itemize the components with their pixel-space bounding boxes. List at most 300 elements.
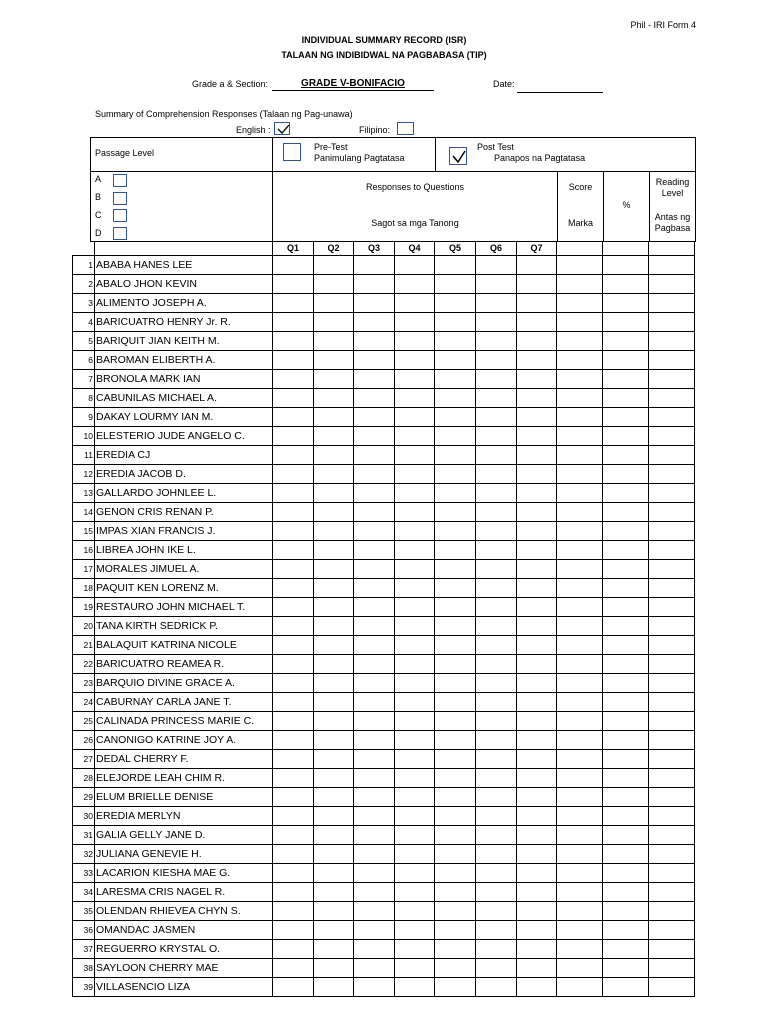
answer-cell-q6[interactable] (476, 902, 517, 921)
answer-cell-q7[interactable] (517, 256, 557, 275)
score-cell[interactable] (557, 655, 603, 674)
reading-level-cell[interactable] (649, 769, 695, 788)
score-cell[interactable] (557, 693, 603, 712)
answer-cell-q1[interactable] (273, 769, 314, 788)
answer-cell-q1[interactable] (273, 503, 314, 522)
answer-cell-q7[interactable] (517, 655, 557, 674)
reading-level-cell[interactable] (649, 902, 695, 921)
answer-cell-q6[interactable] (476, 864, 517, 883)
answer-cell-q4[interactable] (395, 883, 435, 902)
level-d-checkbox[interactable] (113, 227, 127, 240)
answer-cell-q7[interactable] (517, 408, 557, 427)
answer-cell-q1[interactable] (273, 750, 314, 769)
score-cell[interactable] (557, 408, 603, 427)
answer-cell-q3[interactable] (354, 769, 395, 788)
percent-cell[interactable] (603, 693, 649, 712)
answer-cell-q2[interactable] (314, 902, 354, 921)
pre-test-checkbox[interactable] (283, 143, 301, 161)
reading-level-cell[interactable] (649, 541, 695, 560)
answer-cell-q6[interactable] (476, 522, 517, 541)
answer-cell-q3[interactable] (354, 313, 395, 332)
percent-cell[interactable] (603, 940, 649, 959)
score-cell[interactable] (557, 465, 603, 484)
percent-cell[interactable] (603, 579, 649, 598)
percent-cell[interactable] (603, 845, 649, 864)
percent-cell[interactable] (603, 636, 649, 655)
percent-cell[interactable] (603, 332, 649, 351)
answer-cell-q2[interactable] (314, 332, 354, 351)
answer-cell-q5[interactable] (435, 446, 476, 465)
percent-cell[interactable] (603, 427, 649, 446)
answer-cell-q2[interactable] (314, 408, 354, 427)
answer-cell-q2[interactable] (314, 788, 354, 807)
answer-cell-q2[interactable] (314, 275, 354, 294)
answer-cell-q5[interactable] (435, 351, 476, 370)
answer-cell-q4[interactable] (395, 465, 435, 484)
answer-cell-q1[interactable] (273, 484, 314, 503)
answer-cell-q4[interactable] (395, 503, 435, 522)
percent-cell[interactable] (603, 370, 649, 389)
answer-cell-q3[interactable] (354, 617, 395, 636)
answer-cell-q3[interactable] (354, 427, 395, 446)
score-cell[interactable] (557, 883, 603, 902)
answer-cell-q1[interactable] (273, 845, 314, 864)
answer-cell-q3[interactable] (354, 636, 395, 655)
answer-cell-q7[interactable] (517, 788, 557, 807)
answer-cell-q6[interactable] (476, 427, 517, 446)
answer-cell-q6[interactable] (476, 978, 517, 997)
answer-cell-q5[interactable] (435, 750, 476, 769)
answer-cell-q5[interactable] (435, 864, 476, 883)
answer-cell-q6[interactable] (476, 655, 517, 674)
answer-cell-q3[interactable] (354, 389, 395, 408)
answer-cell-q5[interactable] (435, 807, 476, 826)
percent-cell[interactable] (603, 294, 649, 313)
answer-cell-q3[interactable] (354, 275, 395, 294)
answer-cell-q1[interactable] (273, 465, 314, 484)
reading-level-cell[interactable] (649, 921, 695, 940)
reading-level-cell[interactable] (649, 446, 695, 465)
percent-cell[interactable] (603, 902, 649, 921)
answer-cell-q4[interactable] (395, 674, 435, 693)
answer-cell-q1[interactable] (273, 522, 314, 541)
answer-cell-q3[interactable] (354, 731, 395, 750)
score-cell[interactable] (557, 370, 603, 389)
answer-cell-q6[interactable] (476, 465, 517, 484)
answer-cell-q7[interactable] (517, 978, 557, 997)
percent-cell[interactable] (603, 560, 649, 579)
answer-cell-q5[interactable] (435, 560, 476, 579)
answer-cell-q7[interactable] (517, 465, 557, 484)
answer-cell-q2[interactable] (314, 370, 354, 389)
answer-cell-q1[interactable] (273, 693, 314, 712)
answer-cell-q7[interactable] (517, 446, 557, 465)
answer-cell-q1[interactable] (273, 712, 314, 731)
reading-level-cell[interactable] (649, 883, 695, 902)
percent-cell[interactable] (603, 503, 649, 522)
reading-level-cell[interactable] (649, 655, 695, 674)
percent-cell[interactable] (603, 864, 649, 883)
answer-cell-q1[interactable] (273, 731, 314, 750)
answer-cell-q4[interactable] (395, 332, 435, 351)
answer-cell-q7[interactable] (517, 902, 557, 921)
answer-cell-q5[interactable] (435, 294, 476, 313)
reading-level-cell[interactable] (649, 313, 695, 332)
answer-cell-q2[interactable] (314, 465, 354, 484)
answer-cell-q1[interactable] (273, 636, 314, 655)
answer-cell-q1[interactable] (273, 332, 314, 351)
answer-cell-q2[interactable] (314, 256, 354, 275)
answer-cell-q6[interactable] (476, 845, 517, 864)
answer-cell-q6[interactable] (476, 769, 517, 788)
answer-cell-q6[interactable] (476, 541, 517, 560)
answer-cell-q1[interactable] (273, 826, 314, 845)
answer-cell-q5[interactable] (435, 541, 476, 560)
answer-cell-q6[interactable] (476, 788, 517, 807)
answer-cell-q7[interactable] (517, 883, 557, 902)
answer-cell-q5[interactable] (435, 617, 476, 636)
answer-cell-q1[interactable] (273, 978, 314, 997)
percent-cell[interactable] (603, 484, 649, 503)
percent-cell[interactable] (603, 351, 649, 370)
reading-level-cell[interactable] (649, 408, 695, 427)
answer-cell-q6[interactable] (476, 408, 517, 427)
answer-cell-q3[interactable] (354, 579, 395, 598)
answer-cell-q6[interactable] (476, 674, 517, 693)
reading-level-cell[interactable] (649, 712, 695, 731)
answer-cell-q3[interactable] (354, 883, 395, 902)
answer-cell-q2[interactable] (314, 693, 354, 712)
answer-cell-q2[interactable] (314, 427, 354, 446)
answer-cell-q5[interactable] (435, 731, 476, 750)
answer-cell-q2[interactable] (314, 598, 354, 617)
answer-cell-q1[interactable] (273, 940, 314, 959)
score-cell[interactable] (557, 389, 603, 408)
answer-cell-q3[interactable] (354, 370, 395, 389)
answer-cell-q5[interactable] (435, 826, 476, 845)
answer-cell-q4[interactable] (395, 370, 435, 389)
answer-cell-q3[interactable] (354, 807, 395, 826)
answer-cell-q5[interactable] (435, 484, 476, 503)
answer-cell-q5[interactable] (435, 693, 476, 712)
score-cell[interactable] (557, 560, 603, 579)
english-checkbox[interactable] (274, 122, 290, 135)
answer-cell-q7[interactable] (517, 598, 557, 617)
score-cell[interactable] (557, 256, 603, 275)
score-cell[interactable] (557, 617, 603, 636)
answer-cell-q5[interactable] (435, 788, 476, 807)
answer-cell-q2[interactable] (314, 617, 354, 636)
answer-cell-q4[interactable] (395, 579, 435, 598)
percent-cell[interactable] (603, 389, 649, 408)
answer-cell-q1[interactable] (273, 370, 314, 389)
score-cell[interactable] (557, 750, 603, 769)
percent-cell[interactable] (603, 921, 649, 940)
answer-cell-q7[interactable] (517, 674, 557, 693)
score-cell[interactable] (557, 959, 603, 978)
percent-cell[interactable] (603, 522, 649, 541)
answer-cell-q6[interactable] (476, 750, 517, 769)
answer-cell-q6[interactable] (476, 560, 517, 579)
score-cell[interactable] (557, 351, 603, 370)
answer-cell-q3[interactable] (354, 541, 395, 560)
answer-cell-q7[interactable] (517, 959, 557, 978)
answer-cell-q2[interactable] (314, 978, 354, 997)
answer-cell-q4[interactable] (395, 636, 435, 655)
reading-level-cell[interactable] (649, 598, 695, 617)
percent-cell[interactable] (603, 674, 649, 693)
answer-cell-q2[interactable] (314, 921, 354, 940)
answer-cell-q4[interactable] (395, 921, 435, 940)
answer-cell-q7[interactable] (517, 940, 557, 959)
score-cell[interactable] (557, 446, 603, 465)
answer-cell-q6[interactable] (476, 389, 517, 408)
answer-cell-q4[interactable] (395, 522, 435, 541)
answer-cell-q4[interactable] (395, 978, 435, 997)
answer-cell-q1[interactable] (273, 389, 314, 408)
answer-cell-q5[interactable] (435, 408, 476, 427)
answer-cell-q1[interactable] (273, 579, 314, 598)
answer-cell-q5[interactable] (435, 636, 476, 655)
answer-cell-q2[interactable] (314, 845, 354, 864)
answer-cell-q7[interactable] (517, 484, 557, 503)
reading-level-cell[interactable] (649, 484, 695, 503)
answer-cell-q1[interactable] (273, 902, 314, 921)
percent-cell[interactable] (603, 807, 649, 826)
answer-cell-q6[interactable] (476, 921, 517, 940)
reading-level-cell[interactable] (649, 978, 695, 997)
score-cell[interactable] (557, 864, 603, 883)
score-cell[interactable] (557, 598, 603, 617)
answer-cell-q6[interactable] (476, 313, 517, 332)
answer-cell-q6[interactable] (476, 883, 517, 902)
answer-cell-q1[interactable] (273, 864, 314, 883)
grade-section-field[interactable]: GRADE V-BONIFACIO (272, 78, 434, 91)
answer-cell-q5[interactable] (435, 389, 476, 408)
answer-cell-q1[interactable] (273, 598, 314, 617)
answer-cell-q2[interactable] (314, 959, 354, 978)
answer-cell-q2[interactable] (314, 750, 354, 769)
answer-cell-q2[interactable] (314, 484, 354, 503)
answer-cell-q3[interactable] (354, 693, 395, 712)
answer-cell-q7[interactable] (517, 731, 557, 750)
level-c-checkbox[interactable] (113, 209, 127, 222)
reading-level-cell[interactable] (649, 636, 695, 655)
reading-level-cell[interactable] (649, 674, 695, 693)
answer-cell-q2[interactable] (314, 674, 354, 693)
answer-cell-q3[interactable] (354, 826, 395, 845)
score-cell[interactable] (557, 294, 603, 313)
score-cell[interactable] (557, 541, 603, 560)
reading-level-cell[interactable] (649, 807, 695, 826)
answer-cell-q1[interactable] (273, 408, 314, 427)
answer-cell-q2[interactable] (314, 389, 354, 408)
score-cell[interactable] (557, 332, 603, 351)
answer-cell-q1[interactable] (273, 256, 314, 275)
score-cell[interactable] (557, 674, 603, 693)
answer-cell-q6[interactable] (476, 579, 517, 598)
answer-cell-q7[interactable] (517, 427, 557, 446)
answer-cell-q5[interactable] (435, 883, 476, 902)
percent-cell[interactable] (603, 465, 649, 484)
answer-cell-q6[interactable] (476, 332, 517, 351)
answer-cell-q1[interactable] (273, 560, 314, 579)
percent-cell[interactable] (603, 541, 649, 560)
answer-cell-q7[interactable] (517, 313, 557, 332)
answer-cell-q4[interactable] (395, 712, 435, 731)
reading-level-cell[interactable] (649, 826, 695, 845)
answer-cell-q4[interactable] (395, 598, 435, 617)
answer-cell-q4[interactable] (395, 864, 435, 883)
answer-cell-q7[interactable] (517, 351, 557, 370)
answer-cell-q4[interactable] (395, 408, 435, 427)
answer-cell-q1[interactable] (273, 541, 314, 560)
answer-cell-q6[interactable] (476, 275, 517, 294)
answer-cell-q5[interactable] (435, 465, 476, 484)
answer-cell-q2[interactable] (314, 731, 354, 750)
answer-cell-q1[interactable] (273, 788, 314, 807)
answer-cell-q1[interactable] (273, 807, 314, 826)
reading-level-cell[interactable] (649, 750, 695, 769)
answer-cell-q5[interactable] (435, 522, 476, 541)
score-cell[interactable] (557, 902, 603, 921)
percent-cell[interactable] (603, 769, 649, 788)
answer-cell-q5[interactable] (435, 256, 476, 275)
answer-cell-q4[interactable] (395, 560, 435, 579)
reading-level-cell[interactable] (649, 332, 695, 351)
answer-cell-q3[interactable] (354, 446, 395, 465)
answer-cell-q5[interactable] (435, 769, 476, 788)
answer-cell-q6[interactable] (476, 636, 517, 655)
percent-cell[interactable] (603, 256, 649, 275)
reading-level-cell[interactable] (649, 959, 695, 978)
answer-cell-q3[interactable] (354, 921, 395, 940)
percent-cell[interactable] (603, 883, 649, 902)
answer-cell-q3[interactable] (354, 902, 395, 921)
answer-cell-q7[interactable] (517, 750, 557, 769)
reading-level-cell[interactable] (649, 256, 695, 275)
answer-cell-q7[interactable] (517, 541, 557, 560)
score-cell[interactable] (557, 978, 603, 997)
answer-cell-q3[interactable] (354, 332, 395, 351)
answer-cell-q5[interactable] (435, 313, 476, 332)
percent-cell[interactable] (603, 617, 649, 636)
answer-cell-q1[interactable] (273, 294, 314, 313)
date-field[interactable] (517, 92, 603, 93)
reading-level-cell[interactable] (649, 579, 695, 598)
score-cell[interactable] (557, 921, 603, 940)
answer-cell-q3[interactable] (354, 750, 395, 769)
answer-cell-q4[interactable] (395, 731, 435, 750)
percent-cell[interactable] (603, 978, 649, 997)
answer-cell-q4[interactable] (395, 693, 435, 712)
answer-cell-q4[interactable] (395, 313, 435, 332)
answer-cell-q1[interactable] (273, 883, 314, 902)
answer-cell-q6[interactable] (476, 370, 517, 389)
reading-level-cell[interactable] (649, 275, 695, 294)
answer-cell-q2[interactable] (314, 940, 354, 959)
answer-cell-q4[interactable] (395, 484, 435, 503)
reading-level-cell[interactable] (649, 351, 695, 370)
answer-cell-q5[interactable] (435, 940, 476, 959)
percent-cell[interactable] (603, 826, 649, 845)
answer-cell-q2[interactable] (314, 351, 354, 370)
answer-cell-q6[interactable] (476, 693, 517, 712)
answer-cell-q4[interactable] (395, 655, 435, 674)
answer-cell-q6[interactable] (476, 807, 517, 826)
score-cell[interactable] (557, 313, 603, 332)
answer-cell-q3[interactable] (354, 712, 395, 731)
answer-cell-q2[interactable] (314, 313, 354, 332)
answer-cell-q4[interactable] (395, 541, 435, 560)
answer-cell-q6[interactable] (476, 959, 517, 978)
answer-cell-q7[interactable] (517, 560, 557, 579)
answer-cell-q5[interactable] (435, 370, 476, 389)
answer-cell-q3[interactable] (354, 959, 395, 978)
answer-cell-q4[interactable] (395, 902, 435, 921)
reading-level-cell[interactable] (649, 845, 695, 864)
answer-cell-q5[interactable] (435, 902, 476, 921)
score-cell[interactable] (557, 503, 603, 522)
reading-level-cell[interactable] (649, 617, 695, 636)
answer-cell-q7[interactable] (517, 845, 557, 864)
answer-cell-q7[interactable] (517, 826, 557, 845)
answer-cell-q7[interactable] (517, 807, 557, 826)
answer-cell-q3[interactable] (354, 522, 395, 541)
answer-cell-q4[interactable] (395, 389, 435, 408)
answer-cell-q3[interactable] (354, 864, 395, 883)
percent-cell[interactable] (603, 712, 649, 731)
answer-cell-q3[interactable] (354, 560, 395, 579)
score-cell[interactable] (557, 636, 603, 655)
answer-cell-q2[interactable] (314, 522, 354, 541)
reading-level-cell[interactable] (649, 864, 695, 883)
answer-cell-q4[interactable] (395, 256, 435, 275)
answer-cell-q2[interactable] (314, 864, 354, 883)
reading-level-cell[interactable] (649, 731, 695, 750)
score-cell[interactable] (557, 769, 603, 788)
reading-level-cell[interactable] (649, 427, 695, 446)
percent-cell[interactable] (603, 788, 649, 807)
percent-cell[interactable] (603, 750, 649, 769)
answer-cell-q1[interactable] (273, 921, 314, 940)
reading-level-cell[interactable] (649, 389, 695, 408)
answer-cell-q7[interactable] (517, 769, 557, 788)
answer-cell-q7[interactable] (517, 693, 557, 712)
answer-cell-q3[interactable] (354, 351, 395, 370)
answer-cell-q7[interactable] (517, 579, 557, 598)
answer-cell-q4[interactable] (395, 351, 435, 370)
answer-cell-q3[interactable] (354, 294, 395, 313)
answer-cell-q6[interactable] (476, 484, 517, 503)
answer-cell-q1[interactable] (273, 446, 314, 465)
answer-cell-q6[interactable] (476, 617, 517, 636)
answer-cell-q5[interactable] (435, 275, 476, 294)
answer-cell-q1[interactable] (273, 275, 314, 294)
answer-cell-q6[interactable] (476, 826, 517, 845)
score-cell[interactable] (557, 826, 603, 845)
answer-cell-q2[interactable] (314, 712, 354, 731)
score-cell[interactable] (557, 275, 603, 294)
answer-cell-q4[interactable] (395, 617, 435, 636)
answer-cell-q2[interactable] (314, 503, 354, 522)
reading-level-cell[interactable] (649, 788, 695, 807)
answer-cell-q5[interactable] (435, 712, 476, 731)
percent-cell[interactable] (603, 959, 649, 978)
answer-cell-q6[interactable] (476, 712, 517, 731)
answer-cell-q7[interactable] (517, 503, 557, 522)
level-b-checkbox[interactable] (113, 192, 127, 205)
